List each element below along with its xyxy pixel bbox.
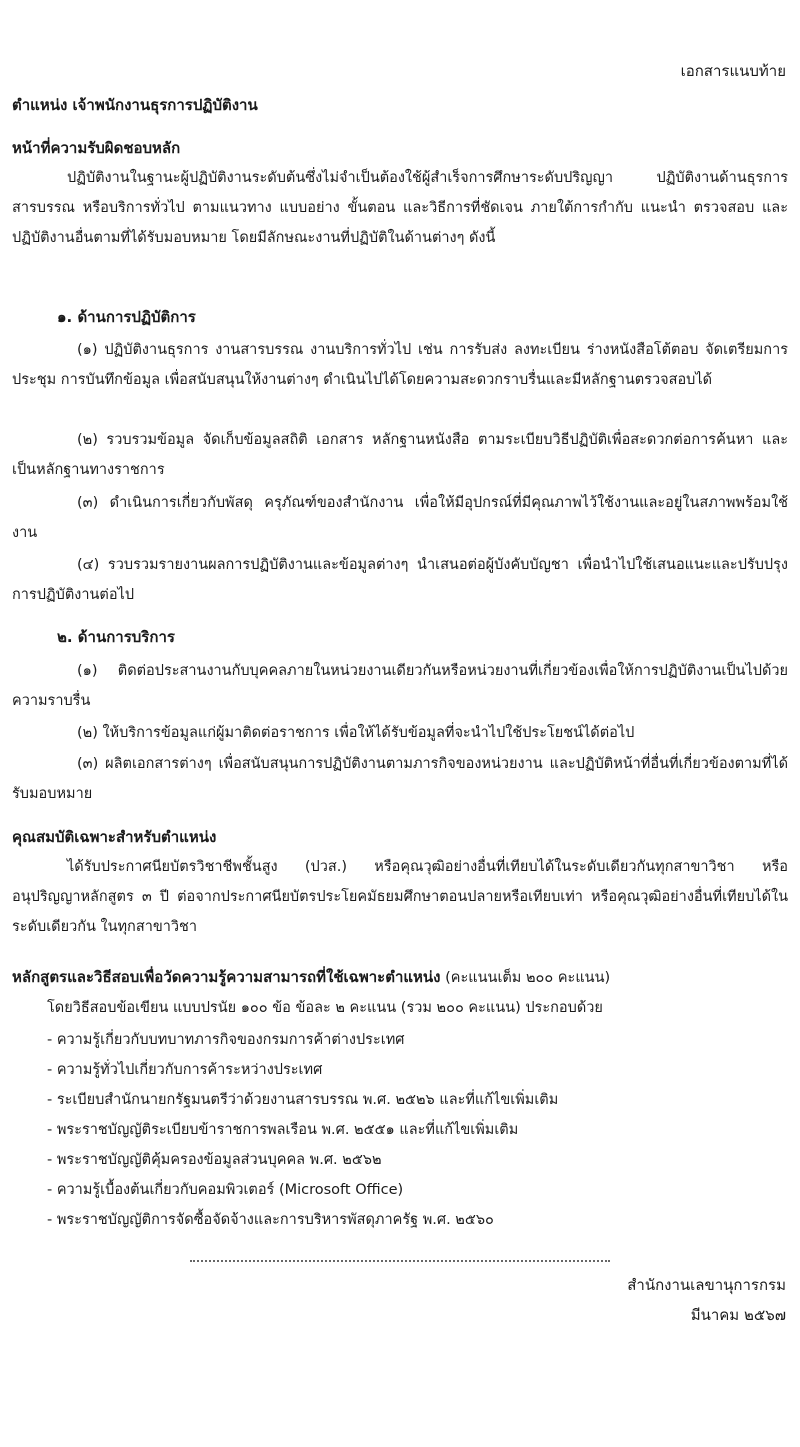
- signoff-date: มีนาคม ๒๕๖๗: [690, 1306, 786, 1324]
- list-item: - พระราชบัญญัติระเบียบข้าราชการพลเรือน พ.ศ. ๒๕๕๑ และที่แก้ไขเพิ่มเติม: [47, 1122, 519, 1138]
- list-item: - ความรู้เบื้องต้นเกี่ยวกับคอมพิวเตอร์ (Microsoft Office): [47, 1182, 404, 1198]
- section-operations-title: ๑. ด้านการปฏิบัติการ: [57, 308, 196, 326]
- list-item: - ความรู้เกี่ยวกับบทบาทภารกิจของกรมการค้าต่างประเทศ: [47, 1032, 405, 1048]
- list-item: - พระราชบัญญัติคุ้มครองข้อมูลส่วนบุคคล พ.ศ. ๒๕๖๒: [47, 1152, 382, 1168]
- signoff-block: [627, 1270, 786, 1330]
- position-title: ตำแหน่ง เจ้าพนักงานธุรการปฏิบัติงาน: [12, 96, 258, 114]
- operations-item-1: (๑) ปฏิบัติงานธุรการ งานสารบรรณ งานบริการทั่วไป เช่น การรับส่ง ลงทะเบียน ร่างหนังสือโต้ตอบ จัดเตรียมการประชุม การบันทึกข้อมูล เพื่อสนับสนุนให้งานต่างๆ ดำเนินไปได้โดยความสะดวกราบรื่นและมีหลักฐานตรวจสอบได้: [12, 342, 788, 388]
- exam-topics-list: [12, 1025, 788, 1235]
- attachment-label: เอกสารแนบท้าย: [680, 62, 786, 80]
- duties-intro: ปฏิบัติงานในฐานะผู้ปฏิบัติงานระดับต้นซึ่งไม่จำเป็นต้องใช้ผู้สำเร็จการศึกษาระดับปริญญา ปฏิบัติงานด้านธุรการ สารบรรณ หรือบริการทั่วไป ตามแนวทาง แบบอย่าง ขั้นตอน และวิธีการที่ชัดเจน ภายใต้การกำกับ แนะนำ ตรวจสอบ และปฏิบัติงานอื่นตามที่ได้รับมอบหมาย โดยมีลักษณะงานที่ปฏิบัติในด้านต่างๆ ดังนี้: [12, 170, 788, 246]
- duties-heading: หน้าที่ความรับผิดชอบหลัก: [12, 139, 181, 157]
- qualifications-heading: คุณสมบัติเฉพาะสำหรับตำแหน่ง: [12, 828, 217, 846]
- list-item: - ความรู้ทั่วไปเกี่ยวกับการค้าระหว่างประเทศ: [47, 1062, 323, 1078]
- operations-item-4: (๔) รวบรวมรายงานผลการปฏิบัติงานและข้อมูลต่างๆ นำเสนอต่อผู้บังคับบัญชา เพื่อนำไปใช้เสนอแนะและปรับปรุงการปฏิบัติงานต่อไป: [12, 557, 788, 603]
- service-item-2: (๒) ให้บริการข้อมูลแก่ผู้มาติดต่อราชการ เพื่อให้ได้รับข้อมูลที่จะนำไปใช้ประโยชน์ได้ต่อไป: [77, 725, 635, 741]
- service-item-3: (๓) ผลิตเอกสารต่างๆ เพื่อสนับสนุนการปฏิบัติงานตามภารกิจของหน่วยงาน และปฏิบัติหน้าที่อื่นที่เกี่ยวข้องตามที่ได้รับมอบหมาย: [12, 756, 788, 802]
- exam-intro: โดยวิธีสอบข้อเขียน แบบปรนัย ๑๐๐ ข้อ ข้อละ ๒ คะแนน (รวม ๒๐๐ คะแนน) ประกอบด้วย: [47, 1000, 603, 1016]
- dotted-divider: [190, 1260, 610, 1262]
- exam-score-note: (คะแนนเต็ม ๒๐๐ คะแนน): [445, 970, 611, 986]
- exam-heading-line: [12, 962, 788, 993]
- list-item: - พระราชบัญญัติการจัดซื้อจัดจ้างและการบริหารพัสดุภาครัฐ พ.ศ. ๒๕๖๐: [47, 1212, 494, 1228]
- operations-item-3: (๓) ดำเนินการเกี่ยวกับพัสดุ ครุภัณฑ์ของสำนักงาน เพื่อให้มีอุปกรณ์ที่มีคุณภาพไว้ใช้งานและอยู่ในสภาพพร้อมใช้งาน: [12, 495, 788, 541]
- signoff-office: สำนักงานเลขานุการกรม: [627, 1276, 786, 1294]
- list-item: - ระเบียบสำนักนายกรัฐมนตรีว่าด้วยงานสารบรรณ พ.ศ. ๒๕๒๖ และที่แก้ไขเพิ่มเติม: [47, 1092, 559, 1108]
- exam-heading: หลักสูตรและวิธีสอบเพื่อวัดความรู้ความสามารถที่ใช้เฉพาะตำแหน่ง: [12, 968, 441, 986]
- service-item-1: (๑) ติดต่อประสานงานกับบุคคลภายในหน่วยงานเดียวกันหรือหน่วยงานที่เกี่ยวข้องเพื่อให้การปฏิบัติงานเป็นไปด้วยความราบรื่น: [12, 663, 788, 709]
- section-service-title: ๒. ด้านการบริการ: [57, 628, 175, 646]
- qualifications-text: ได้รับประกาศนียบัตรวิชาชีพชั้นสูง (ปวส.) หรือคุณวุฒิอย่างอื่นที่เทียบได้ในระดับเดียวกันทุกสาขาวิชา หรืออนุปริญญาหลักสูตร ๓ ปี ต่อจากประกาศนียบัตรประโยคมัธยมศึกษาตอนปลายหรือเทียบเท่า หรือคุณวุฒิอย่างอื่นที่เทียบได้ในระดับเดียวกัน ในทุกสาขาวิชา: [12, 859, 788, 935]
- operations-item-2: (๒) รวบรวมข้อมูล จัดเก็บข้อมูลสถิติ เอกสาร หลักฐานหนังสือ ตามระเบียบวิธีปฏิบัติเพื่อสะดวกต่อการค้นหา และเป็นหลักฐานทางราชการ: [12, 432, 788, 478]
